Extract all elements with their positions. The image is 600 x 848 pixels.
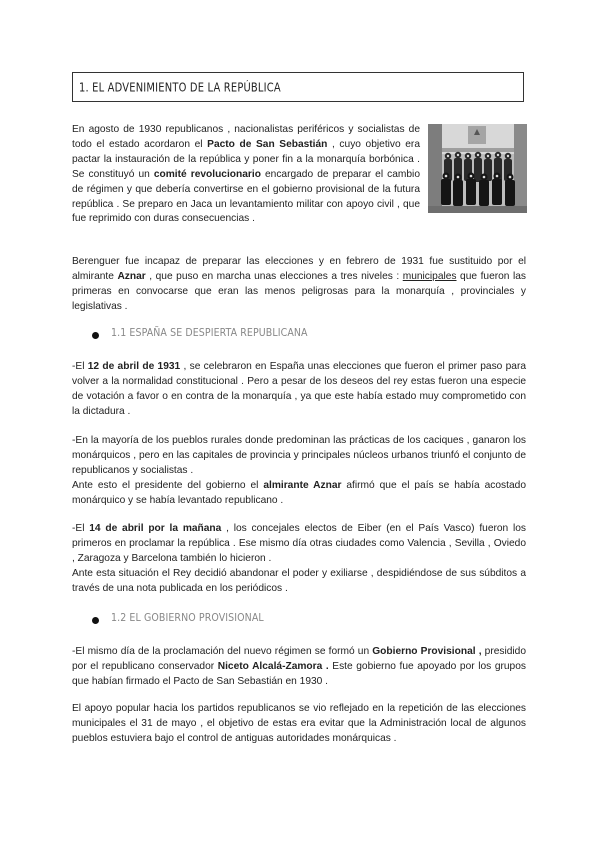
paragraph-pueblos-rurales bbox=[72, 434, 526, 509]
para-text: Ante esto el presidente del gobierno el bbox=[72, 479, 264, 491]
para-text: que fueron las primeras en convocarse que eran las menos peligrosas para la monarquía , provinciales y legislativas . bbox=[72, 270, 527, 312]
paragraph-gobierno-provisional bbox=[72, 645, 526, 690]
bold-niceto: Niceto Alcalá-Zamora . bbox=[217, 660, 329, 672]
para-text: -El bbox=[72, 523, 90, 534]
para-text: Este gobierno fue apoyado por los grupos que habían firmado el Pacto de San Sebastián en 1930 . bbox=[72, 660, 526, 687]
para-text: -El bbox=[72, 361, 88, 372]
section-1-label: 1.1 ESPAÑA SE DESPIERTA REPUBLICANA bbox=[111, 327, 308, 339]
group-photo-image bbox=[428, 124, 527, 213]
section-2-label: 1.2 EL GOBIERNO PROVISIONAL bbox=[111, 612, 264, 624]
para-text: , se celebraron en España unas elecciones que fueron el primer paso para volver a la normalidad constitucional . Pero a pesar de los deseos del rey estas fueron una especie de votación a favor o en contra de la monarquía , ya que este había estado muy comprometido con la dictadura . bbox=[72, 361, 527, 417]
para-text: afirmó que el país se había acostado monárquico y se había levantado republicano . bbox=[72, 479, 526, 506]
intro-text: encargado de preparar el cambio de régimen y que debería convertirse en el gobierno provisional de la futura república . Se preparo en Jaca un levantamiento militar con apoyo civil , que fue reprimido con duras consecuencias . bbox=[72, 168, 420, 225]
intro-paragraph bbox=[72, 123, 420, 227]
bold-date: 14 de abril por la mañana bbox=[89, 523, 222, 534]
para-text: Berenguer fue incapaz de preparar las elecciones y en febrero de 1931 fue sustituido por el almirante bbox=[72, 256, 526, 282]
paragraph-14-abril bbox=[72, 522, 526, 597]
para-text: , que puso en marcha unas elecciones a tres niveles : bbox=[145, 270, 403, 282]
para-text: Ante esta situación el Rey decidió abandonar el poder y exiliarse , despidiéndose de sus súbditos a través de una nota publicada en los periódicos . bbox=[72, 567, 526, 594]
intro-text: En agosto de 1930 republicanos , nacionalistas periféricos y socialistas de todo el estado acordaron el bbox=[72, 124, 420, 150]
underlined-municipales: municipales bbox=[402, 270, 457, 282]
paragraph-berenguer bbox=[72, 255, 526, 315]
bullet-icon bbox=[92, 617, 99, 624]
bold-gobierno: Gobierno Provisional , bbox=[372, 646, 482, 657]
intro-bold-comite: comité revolucionario bbox=[153, 168, 261, 180]
bold-date: 12 de abril de 1931 bbox=[87, 361, 181, 372]
para-text: presidido por el republicano conservador bbox=[72, 646, 526, 672]
bold-almirante-aznar: almirante Aznar bbox=[263, 479, 342, 491]
paragraph-apoyo-popular: El apoyo popular hacia los partidos republicanos se vio reflejado en la repetición de las elecciones municipales el 31 de mayo , el objetivo de estas era evitar que la Administración local de algunos pueblos estuviera bajo el control de antiguas autoridades monárquicas . bbox=[72, 703, 526, 744]
intro-text: , cuyo objetivo era pactar la instauración de la república y poner fin a la monarquía borbónica . Se constituyó un bbox=[72, 138, 420, 180]
page-title: 1. EL ADVENIMIENTO DE LA REPÚBLICA bbox=[79, 80, 281, 95]
bullet-icon bbox=[92, 332, 99, 339]
title-box bbox=[72, 72, 524, 102]
para-text: , los concejales electos de Eiber (en el País Vasco) fueron los primeros en proclamar la república . Ese mismo día otras ciudades como Valencia , Sevilla , Oviedo , Zaragoza y Barcelona también lo hicieron . bbox=[72, 523, 527, 564]
bold-aznar: Aznar bbox=[117, 270, 146, 282]
intro-bold-pacto: Pacto de San Sebastián bbox=[207, 138, 328, 150]
para-text: -El mismo día de la proclamación del nuevo régimen se formó un bbox=[72, 646, 373, 657]
para-text: -En la mayoría de los pueblos rurales donde predominan las prácticas de los caciques , ganaron los monárquicos , pero en las capitales de provincia y principales núcleos urbanos triunfó el conjunto de republicanos y socialistas . bbox=[72, 435, 526, 476]
paragraph-12-abril bbox=[72, 360, 526, 420]
